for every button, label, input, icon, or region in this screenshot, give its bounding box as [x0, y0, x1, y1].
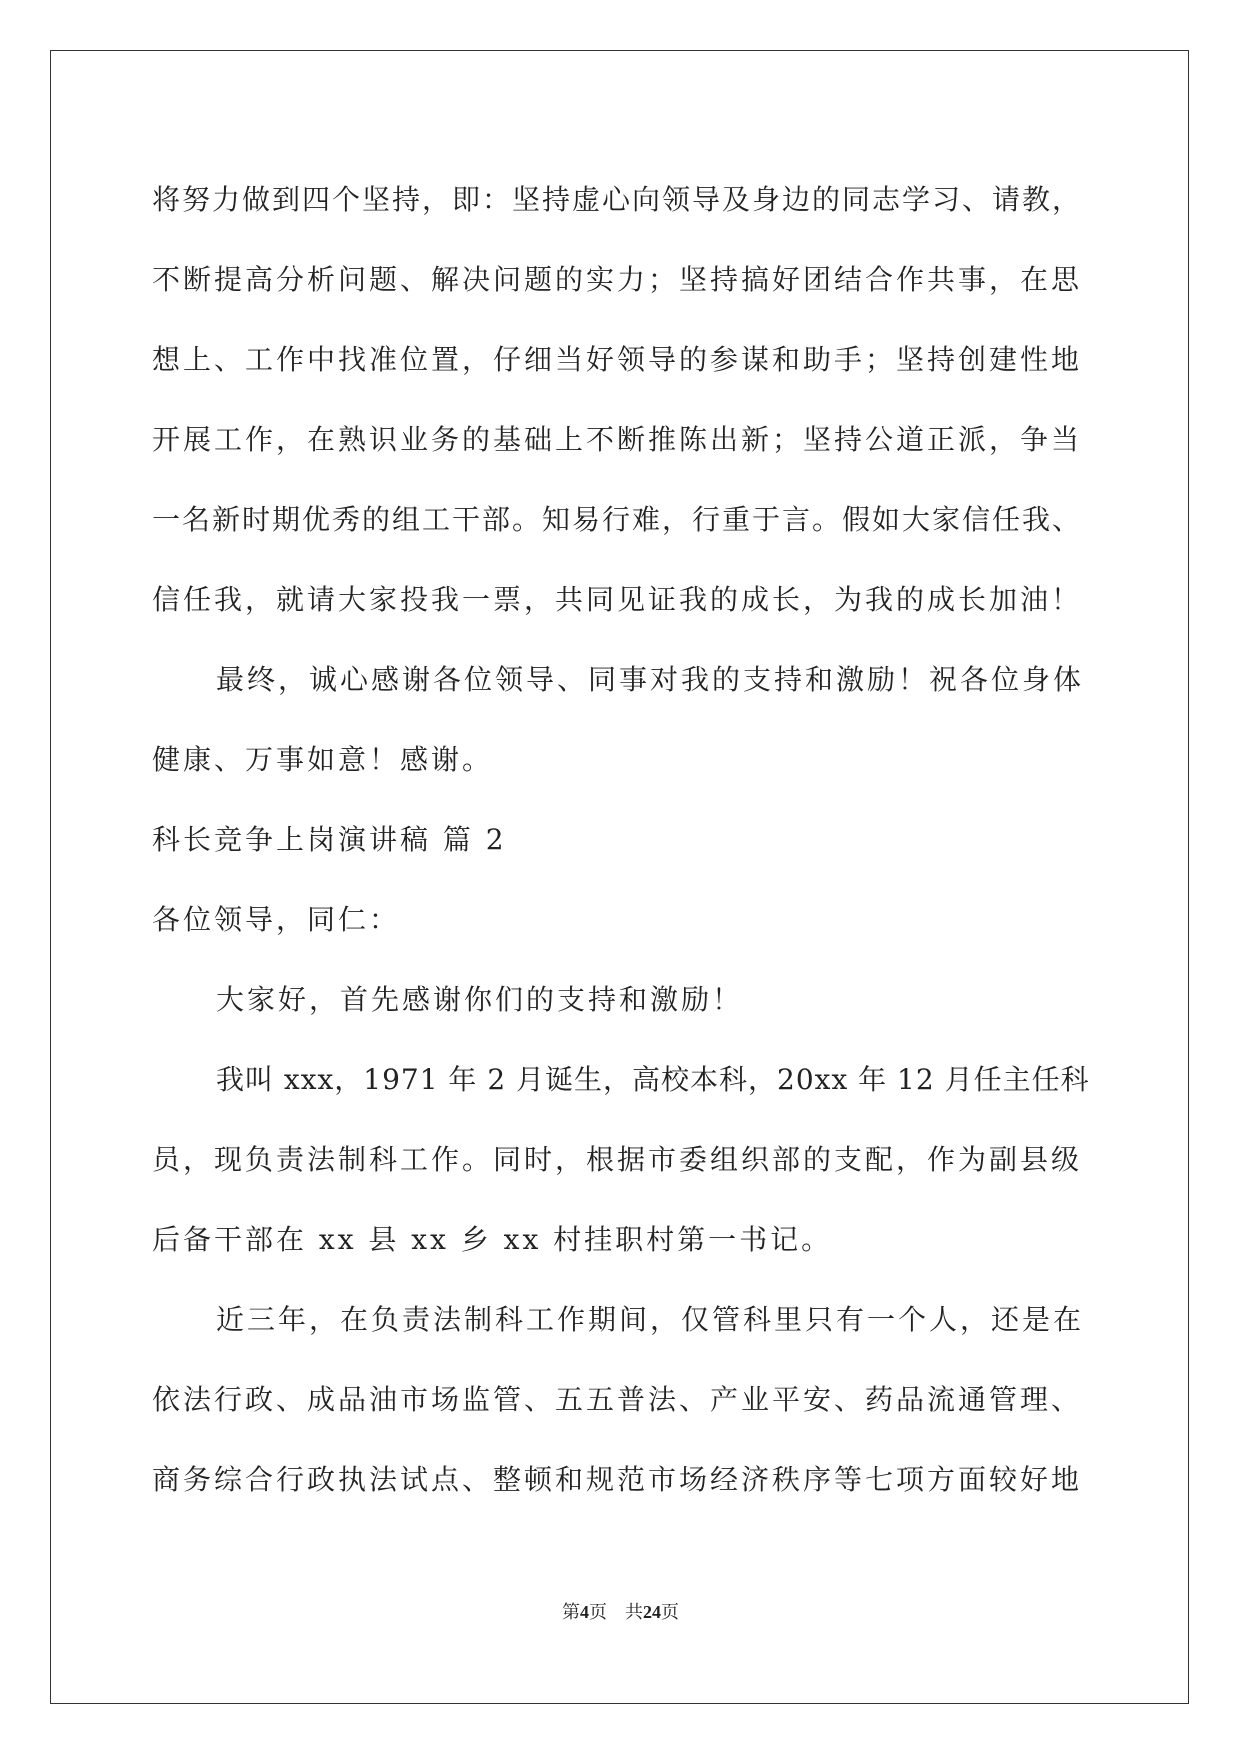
text-line: 后备干部在 xx 县 xx 乡 xx 村挂职村第一书记。 [152, 1223, 833, 1256]
page-total: 24 [643, 1602, 661, 1622]
paragraph-start-line: 大家好，首先感谢你们的支持和激励！ [216, 983, 744, 1016]
text-line: 不断提高分析问题、解决问题的实力；坚持搞好团结合作共事，在思 [152, 263, 1083, 296]
text-line: 信任我，就请大家投我一票，共同见证我的成长，为我的成长加油！ [152, 583, 1083, 616]
total-prefix: 共 [625, 1602, 643, 1622]
text-line: 想上、工作中找准位置，仔细当好领导的参谋和助手；坚持创建性地 [152, 343, 1083, 376]
page-suffix: 页 [589, 1602, 607, 1622]
document-body [152, 160, 1092, 1520]
section-title: 科长竞争上岗演讲稿 篇 2 [152, 823, 507, 856]
paragraph-start-line: 最终，诚心感谢各位领导、同事对我的支持和激励！祝各位身体 [216, 663, 1085, 696]
text-line: 将努力做到四个坚持，即：坚持虚心向领导及身边的同志学习、请教， [152, 183, 1083, 216]
text-line: 一名新时期优秀的组工干部。知易行难，行重于言。假如大家信任我、 [152, 503, 1083, 536]
text-line: 健康、万事如意！感谢。 [152, 743, 494, 776]
page-footer [0, 1598, 1241, 1624]
text-line: 员，现负责法制科工作。同时，根据市委组织部的支配，作为副县级 [152, 1143, 1083, 1176]
page-prefix: 第 [562, 1602, 580, 1622]
text-line: 依法行政、成品油市场监管、五五普法、产业平安、药品流通管理、 [152, 1383, 1083, 1416]
text-line: 开展工作，在熟识业务的基础上不断推陈出新；坚持公道正派，争当 [152, 423, 1083, 456]
salutation: 各位领导，同仁： [152, 903, 401, 936]
text-line: 商务综合行政执法试点、整顿和规范市场经济秩序等七项方面较好地 [152, 1463, 1083, 1496]
paragraph-start-line: 近三年，在负责法制科工作期间，仅管科里只有一个人，还是在 [216, 1303, 1085, 1336]
page-current: 4 [580, 1602, 589, 1622]
total-suffix: 页 [661, 1602, 679, 1622]
paragraph-start-line: 我叫 xxx，1971 年 2 月诞生，高校本科，20xx 年 12 月任主任科 [216, 1063, 1090, 1096]
